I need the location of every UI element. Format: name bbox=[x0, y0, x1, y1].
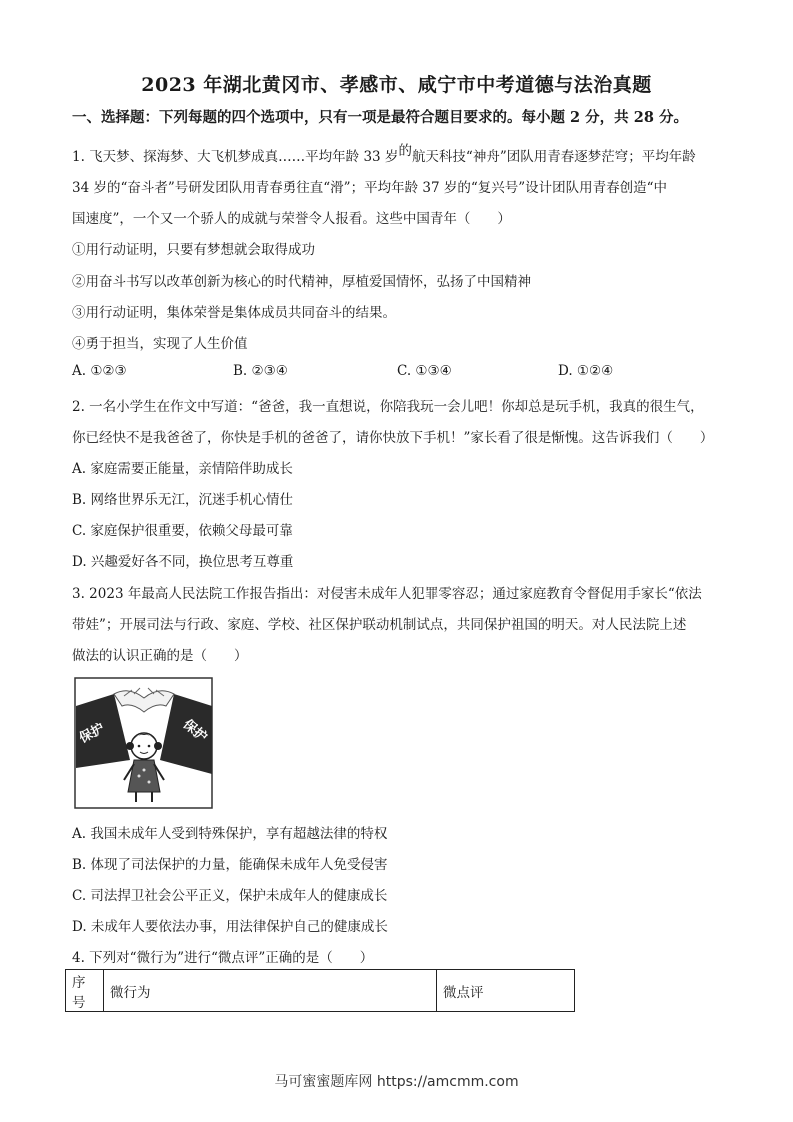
q3-option-c[interactable]: C. 司法捍卫社会公平正义，保护未成年人的健康成长 bbox=[72, 888, 388, 904]
table-header-number: 序号 bbox=[66, 970, 104, 1012]
q3-option-a[interactable]: A. 我国未成年人受到特殊保护，享有超越法律的特权 bbox=[72, 826, 388, 842]
q1-line-1b: 航天科技“神舟”团队用青春逐梦茫穹；平均年龄 bbox=[411, 149, 696, 165]
q1-statement-3: ③用行动证明，集体荣誉是集体成员共同奋斗的结果。 bbox=[72, 305, 396, 321]
q3-line-2: 带娃”；开展司法与行政、家庭、学校、社区保护联动机制试点，共同保护祖国的明天。对人民法院上述 bbox=[72, 617, 687, 633]
q1-statement-4: ④勇于担当，实现了人生价值 bbox=[72, 336, 248, 352]
q2-option-b[interactable]: B. 网络世界乐无江，沉迷手机心情仕 bbox=[72, 492, 294, 508]
table-row bbox=[66, 970, 575, 1012]
page-title: 2023 年湖北黄冈市、孝感市、咸宁市中考道德与法治真题 bbox=[141, 74, 652, 96]
q2-option-a[interactable]: A. 家庭需要正能量，亲情陪伴助成长 bbox=[72, 461, 293, 477]
q1-line-2: 34 岁的“奋斗者”号研发团队用青春勇往直“滑”；平均年龄 37 岁的“复兴号”设计团队用青春创造“中 bbox=[72, 180, 668, 196]
q3-line-1: 3. 2023 年最高人民法院工作报告指出：对侵害未成年人犯罪零容忍；通过家庭教育令督促用手家长“依法 bbox=[72, 586, 702, 602]
q1-line-1a: 1. 飞天梦、探海梦、大飞机梦成真……平均年龄 33 岁 bbox=[72, 149, 399, 165]
q2-option-c[interactable]: C. 家庭保护很重要，依赖父母最可靠 bbox=[72, 523, 293, 539]
q1-options bbox=[72, 363, 732, 383]
q1-line-1 bbox=[72, 145, 696, 165]
q1-statement-2: ②用奋斗书写以改革创新为核心的时代精神，厚植爱国情怀，弘扬了中国精神 bbox=[72, 274, 531, 290]
q2-line-1: 2. 一名小学生在作文中写道：“爸爸，我一直想说，你陪我玩一会儿吧！你却总是玩手机，我真的很生气， bbox=[72, 399, 704, 415]
q3-option-b[interactable]: B. 体现了司法保护的力量，能确保未成年人免受侵害 bbox=[72, 857, 388, 873]
footer-watermark: 马可蜜蜜题库网 https://amcmm.com bbox=[274, 1074, 519, 1090]
q1-statement-1: ①用行动证明，只要有梦想就会取得成功 bbox=[72, 242, 315, 258]
q1-line-3: 国速度”，一个又一个骄人的成就与荣誉令人报看。这些中国青年（ ） bbox=[72, 211, 511, 227]
table-header-comment: 微点评 bbox=[437, 970, 575, 1012]
q3-line-3: 做法的认识正确的是（ ） bbox=[72, 648, 248, 664]
q1-option-b[interactable]: B. ②③④ bbox=[233, 363, 288, 379]
q2-option-d[interactable]: D. 兴趣爱好各不同，换位思考互尊重 bbox=[72, 554, 294, 570]
right-band-label: 保护 bbox=[179, 717, 210, 746]
q1-option-d[interactable]: D. ①②④ bbox=[558, 363, 614, 379]
q4-line-1: 4. 下列对“微行为”进行“微点评”正确的是（ ） bbox=[72, 950, 374, 966]
q3-illustration bbox=[74, 676, 214, 810]
q1-option-a[interactable]: A. ①②③ bbox=[72, 363, 127, 379]
table-header-behavior: 微行为 bbox=[104, 970, 437, 1012]
section-heading: 一、选择题：下列每题的四个选项中，只有一项是最符合题目要求的。每小题 2 分，共 28 分。 bbox=[72, 109, 688, 126]
q4-table bbox=[65, 969, 575, 1012]
left-band-label: 保护 bbox=[77, 721, 108, 747]
q2-line-2: 你已经快不是我爸爸了，你快是手机的爸爸了，请你快放下手机！”家长看了很是惭愧。这告诉我们（ ） bbox=[72, 430, 714, 446]
q3-option-d[interactable]: D. 未成年人要依法办事，用法律保护自己的健康成长 bbox=[72, 919, 388, 935]
q1-superscript: 的 bbox=[398, 143, 412, 159]
q1-option-c[interactable]: C. ①③④ bbox=[397, 363, 452, 379]
